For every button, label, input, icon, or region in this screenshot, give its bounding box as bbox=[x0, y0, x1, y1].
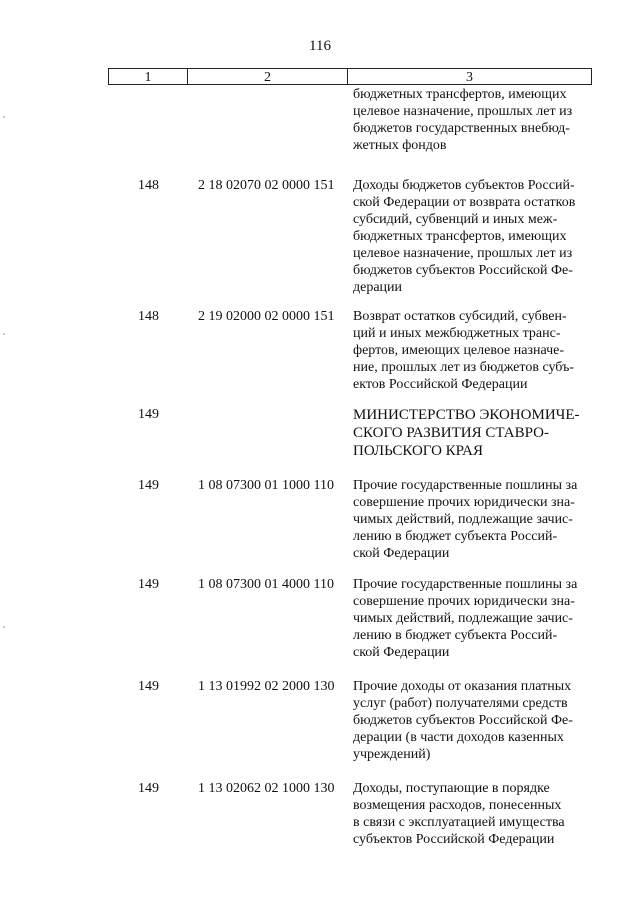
revenue-description bbox=[353, 780, 593, 848]
header-col-3: 3 bbox=[466, 70, 473, 85]
budget-code: 1 13 02062 02 1000 130 bbox=[198, 781, 335, 796]
description-line: ций и иных межбюджетных транс- bbox=[353, 326, 561, 341]
revenue-description bbox=[353, 678, 593, 763]
description-line: субъектов Российской Федерации bbox=[353, 832, 555, 847]
budget-code: 2 19 02000 02 0000 151 bbox=[198, 309, 335, 324]
description-line: ской Федерации от возврата остатков bbox=[353, 195, 576, 210]
budget-code: 1 08 07300 01 1000 110 bbox=[198, 478, 334, 493]
description-line: чимых действий, подлежащие зачис- bbox=[353, 611, 573, 626]
admin-code: 149 bbox=[138, 679, 159, 694]
revenue-description bbox=[353, 477, 593, 562]
scan-artifact bbox=[3, 626, 5, 628]
description-line: Прочие доходы от оказания платных bbox=[353, 679, 572, 694]
ministry-title-line: СКОГО РАЗВИТИЯ СТАВРО- bbox=[353, 425, 549, 441]
admin-code: 149 bbox=[138, 478, 159, 493]
description-line: жетных фондов bbox=[353, 138, 447, 153]
header-col-1: 1 bbox=[109, 69, 188, 84]
description-line: фертов, имеющих целевое назначе- bbox=[353, 343, 565, 358]
description-line: Прочие государственные пошлины за bbox=[353, 577, 578, 592]
table-header bbox=[108, 68, 592, 85]
description-line: ние, прошлых лет из бюджетов субъ- bbox=[353, 360, 574, 375]
description-line: ской Федерации bbox=[353, 546, 450, 561]
budget-code: 2 18 02070 02 0000 151 bbox=[198, 178, 335, 193]
description-line: ской Федерации bbox=[353, 645, 450, 660]
admin-code: 148 bbox=[138, 309, 159, 324]
description-line: дерации bbox=[353, 280, 403, 295]
description-line: Прочие государственные пошлины за bbox=[353, 478, 578, 493]
description-line: бюджетных трансфертов, имеющих bbox=[353, 87, 567, 102]
description-line: Доходы, поступающие в порядке bbox=[353, 781, 550, 796]
description-line: ектов Российской Федерации bbox=[353, 377, 528, 392]
description-line: Доходы бюджетов субъектов Россий- bbox=[353, 178, 575, 193]
admin-code: 149 bbox=[138, 407, 159, 422]
description-line: субсидий, субвенций и иных меж- bbox=[353, 212, 558, 227]
description-line: лению в бюджет субъекта Россий- bbox=[353, 628, 558, 643]
description-line: Возврат остатков субсидий, субвен- bbox=[353, 309, 567, 324]
description-line: целевое назначение, прошлых лет из bbox=[353, 246, 573, 261]
description-line: чимых действий, подлежащие зачис- bbox=[353, 512, 573, 527]
description-line: совершение прочих юридически зна- bbox=[353, 495, 575, 510]
scan-artifact bbox=[3, 116, 5, 118]
budget-code: 1 13 01992 02 2000 130 bbox=[198, 679, 335, 694]
ministry-title-line: МИНИСТЕРСТВО ЭКОНОМИЧЕ- bbox=[353, 407, 580, 423]
ministry-title-line: ПОЛЬСКОГО КРАЯ bbox=[353, 443, 483, 459]
admin-code: 149 bbox=[138, 781, 159, 796]
header-col-2: 2 bbox=[188, 69, 348, 84]
description-line: услуг (работ) получателями средств bbox=[353, 696, 568, 711]
scan-artifact bbox=[3, 333, 5, 335]
revenue-description bbox=[353, 576, 593, 661]
description-line: бюджетов субъектов Российской Фе- bbox=[353, 263, 573, 278]
revenue-description bbox=[353, 308, 593, 393]
budget-code: 1 08 07300 01 4000 110 bbox=[198, 577, 334, 592]
description-line: лению в бюджет субъекта Россий- bbox=[353, 529, 558, 544]
description-line: учреждений) bbox=[353, 747, 431, 762]
page-number: 116 bbox=[309, 38, 331, 54]
admin-code: 148 bbox=[138, 178, 159, 193]
revenue-description bbox=[353, 177, 593, 296]
description-line: бюджетов государственных внебюд- bbox=[353, 121, 570, 136]
admin-code: 149 bbox=[138, 577, 159, 592]
revenue-description bbox=[353, 86, 593, 154]
description-line: целевое назначение, прошлых лет из bbox=[353, 104, 573, 119]
ministry-title bbox=[353, 406, 593, 460]
description-line: бюджетов субъектов Российской Фе- bbox=[353, 713, 573, 728]
description-line: бюджетных трансфертов, имеющих bbox=[353, 229, 567, 244]
description-line: возмещения расходов, понесенных bbox=[353, 798, 562, 813]
description-line: совершение прочих юридически зна- bbox=[353, 594, 575, 609]
description-line: дерации (в части доходов казенных bbox=[353, 730, 564, 745]
description-line: в связи с эксплуатацией имущества bbox=[353, 815, 565, 830]
